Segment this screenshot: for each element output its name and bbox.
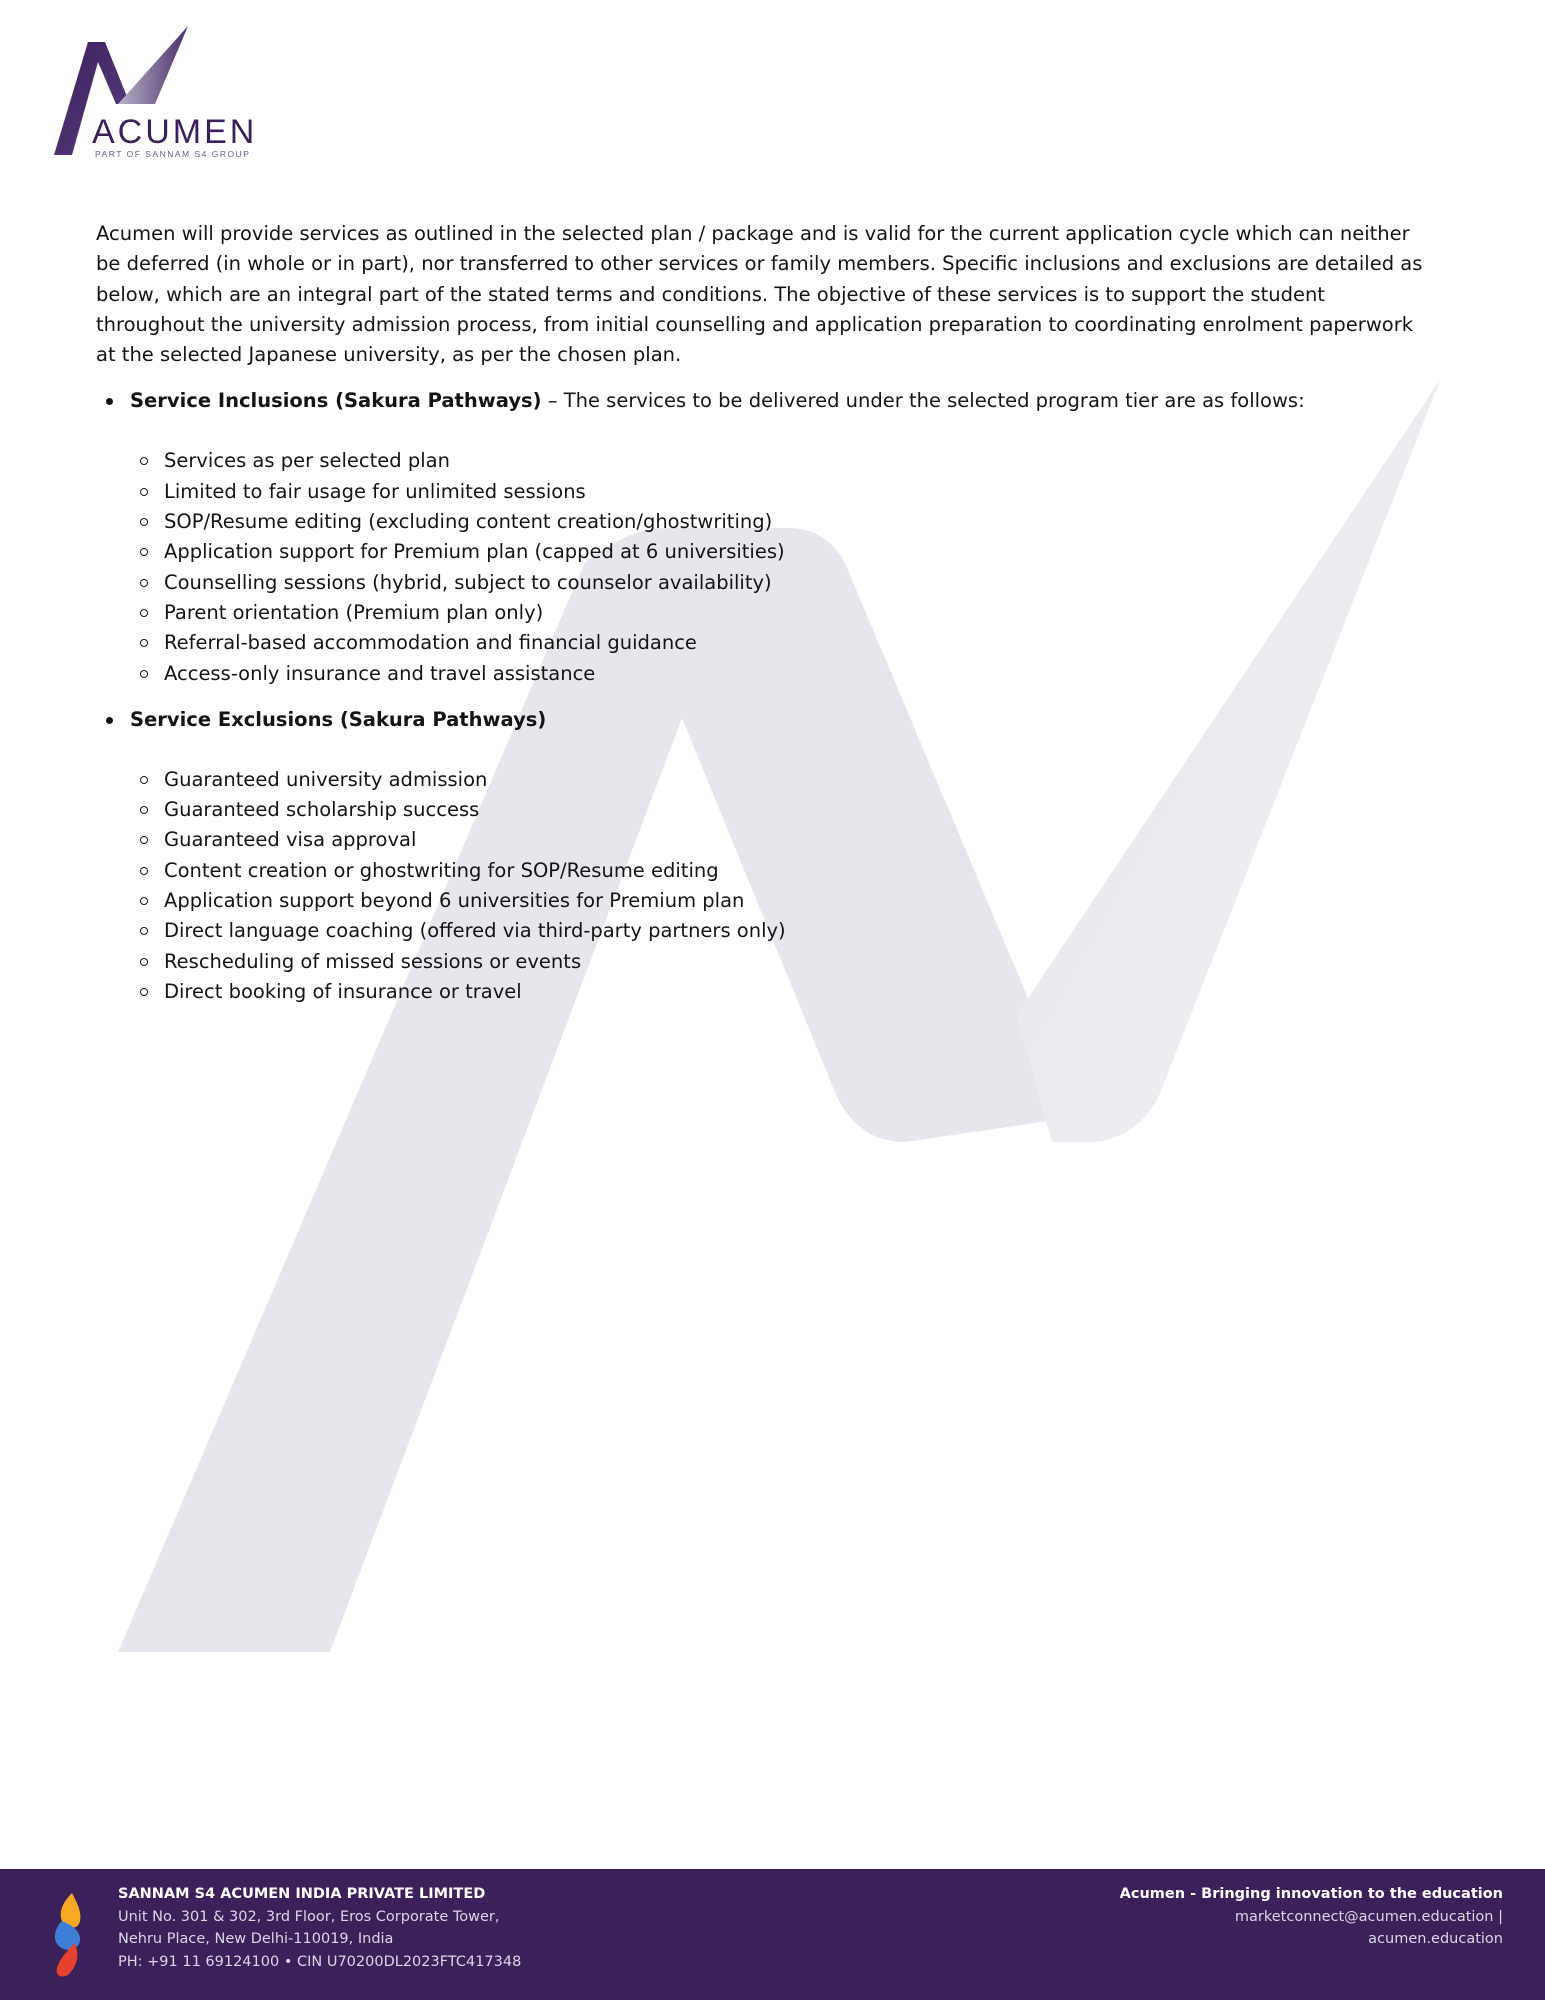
email-link[interactable]: marketconnect@acumen.education | xyxy=(1234,1908,1503,1925)
list-item: Services as per selected plan xyxy=(130,446,1432,476)
bullet-icon xyxy=(106,717,113,724)
footer-contact xyxy=(1120,1883,1503,1951)
circle-bullet-icon xyxy=(140,806,148,814)
list-item: Referral-based accommodation and financial guidance xyxy=(130,628,1432,658)
footer-company-info xyxy=(118,1883,521,1973)
list-item: Direct booking of insurance or travel xyxy=(130,977,1432,1007)
bullet-icon xyxy=(106,398,113,405)
circle-bullet-icon xyxy=(140,897,148,905)
circle-bullet-icon xyxy=(140,518,148,526)
circle-bullet-icon xyxy=(140,836,148,844)
circle-bullet-icon xyxy=(140,609,148,617)
circle-bullet-icon xyxy=(140,579,148,587)
circle-bullet-icon xyxy=(140,548,148,556)
inclusions-section xyxy=(96,386,1432,688)
inclusions-list xyxy=(130,446,1432,688)
list-item: Limited to fair usage for unlimited sessions xyxy=(130,477,1432,507)
circle-bullet-icon xyxy=(140,988,148,996)
list-item: Application support beyond 6 universities for Premium plan xyxy=(130,886,1432,916)
list-item: Application support for Premium plan (capped at 6 universities) xyxy=(130,537,1432,567)
list-item: Counselling sessions (hybrid, subject to counselor availability) xyxy=(130,568,1432,598)
exclusions-heading: Service Exclusions (Sakura Pathways) xyxy=(130,707,547,731)
list-item: Parent orientation (Premium plan only) xyxy=(130,598,1432,628)
address-line: Nehru Place, New Delhi-110019, India xyxy=(118,1931,394,1947)
list-item: Direct language coaching (offered via third-party partners only) xyxy=(130,916,1432,946)
contact-line: PH: +91 11 69124100 • CIN U70200DL2023FTC417348 xyxy=(118,1953,522,1970)
document-body xyxy=(96,219,1432,1007)
list-item: Rescheduling of missed sessions or events xyxy=(130,947,1432,977)
circle-bullet-icon xyxy=(140,958,148,966)
intro-paragraph: Acumen will provide services as outlined in the selected plan / package and is valid for the current application cycle which can neither be deferred (in whole or in part), nor transferred to other services or family members. Specific inclusions and exclusions are detailed as below, which are an integral part of the stated terms and conditions. The objective of these services is to support the student throughout the university admission process, from initial counselling and application preparation to coordinating enrolment paperwork at the selected Japanese university, as per the chosen plan. xyxy=(96,222,1423,367)
circle-bullet-icon xyxy=(140,776,148,784)
exclusions-section xyxy=(96,705,1432,1007)
inclusions-description: – The services to be delivered under the selected program tier are as follows: xyxy=(541,389,1305,413)
list-item: Guaranteed visa approval xyxy=(130,825,1432,855)
circle-bullet-icon xyxy=(140,670,148,678)
exclusions-list xyxy=(130,765,1432,1007)
svg-text:ACUMEN: ACUMEN xyxy=(92,113,258,151)
website-link[interactable]: acumen.education xyxy=(1368,1931,1503,1947)
circle-bullet-icon xyxy=(140,639,148,647)
circle-bullet-icon xyxy=(140,457,148,465)
list-item: Guaranteed scholarship success xyxy=(130,795,1432,825)
footer-tagline: Acumen - Bringing innovation to the education xyxy=(1119,1886,1503,1902)
circle-bullet-icon xyxy=(140,927,148,935)
circle-bullet-icon xyxy=(140,488,148,496)
page-footer xyxy=(0,1869,1545,2000)
list-item: Content creation or ghostwriting for SOP/Resume editing xyxy=(130,856,1432,886)
circle-bullet-icon xyxy=(140,867,148,875)
service-sections xyxy=(96,386,1432,1007)
list-item: Guaranteed university admission xyxy=(130,765,1432,795)
list-item: Access-only insurance and travel assistance xyxy=(130,659,1432,689)
acumen-logo xyxy=(50,22,270,162)
address-line: Unit No. 301 & 302, 3rd Floor, Eros Corporate Tower, xyxy=(118,1908,500,1925)
inclusions-heading: Service Inclusions (Sakura Pathways) xyxy=(130,389,542,413)
sannam-s4-logo-icon xyxy=(44,1891,94,1981)
list-item: SOP/Resume editing (excluding content creation/ghostwriting) xyxy=(130,507,1432,537)
company-name: SANNAM S4 ACUMEN INDIA PRIVATE LIMITED xyxy=(118,1886,486,1902)
svg-text:PART OF SANNAM S4 GROUP: PART OF SANNAM S4 GROUP xyxy=(95,149,251,159)
